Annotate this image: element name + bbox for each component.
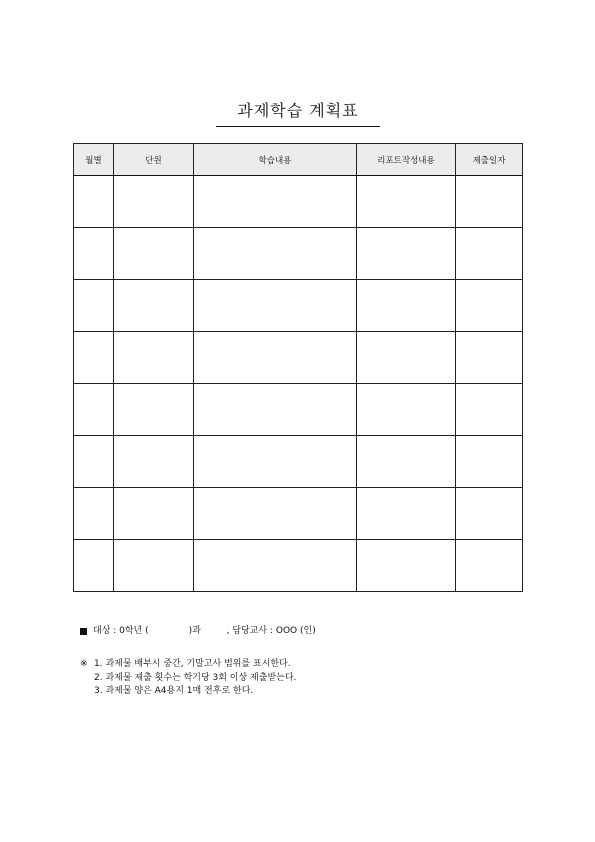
- cell-report-content: [357, 228, 456, 280]
- cell-unit: [114, 280, 194, 332]
- cell-learning-content: [194, 384, 357, 436]
- target-info: [80, 625, 316, 638]
- cell-month: [74, 332, 114, 384]
- remark-item-3: 3. 과제물 양은 A4용지 1매 전후로 한다.: [94, 686, 254, 696]
- cell-month: [74, 228, 114, 280]
- black-square-icon: [80, 628, 87, 635]
- cell-month: [74, 384, 114, 436]
- table-body: [74, 176, 523, 592]
- cell-submission-date: [456, 436, 523, 488]
- cell-submission-date: [456, 384, 523, 436]
- cell-month: [74, 280, 114, 332]
- table-row: [74, 436, 523, 488]
- cell-report-content: [357, 280, 456, 332]
- cell-month: [74, 540, 114, 592]
- table-row: [74, 228, 523, 280]
- cell-learning-content: [194, 228, 357, 280]
- header-learning-content: 학습내용: [194, 144, 357, 176]
- table-row: [74, 280, 523, 332]
- cell-submission-date: [456, 488, 523, 540]
- plan-table: [73, 143, 523, 592]
- cell-submission-date: [456, 332, 523, 384]
- cell-report-content: [357, 384, 456, 436]
- header-month: 월별: [74, 144, 114, 176]
- table-row: [74, 332, 523, 384]
- cell-submission-date: [456, 228, 523, 280]
- cell-submission-date: [456, 540, 523, 592]
- cell-month: [74, 176, 114, 228]
- document-title: 과제학습 계획표: [237, 101, 359, 120]
- table-row: [74, 384, 523, 436]
- cell-report-content: [357, 436, 456, 488]
- cell-unit: [114, 436, 194, 488]
- reference-mark-icon: ※: [80, 659, 88, 669]
- cell-unit: [114, 384, 194, 436]
- cell-report-content: [357, 540, 456, 592]
- cell-learning-content: [194, 436, 357, 488]
- cell-learning-content: [194, 540, 357, 592]
- header-submission-date: 제출일자: [456, 144, 523, 176]
- cell-month: [74, 488, 114, 540]
- cell-unit: [114, 332, 194, 384]
- cell-report-content: [357, 176, 456, 228]
- remark-item-1: 1. 과제물 배부시 중간, 기말고사 범위를 표시한다.: [94, 659, 291, 669]
- cell-unit: [114, 540, 194, 592]
- cell-unit: [114, 176, 194, 228]
- cell-learning-content: [194, 488, 357, 540]
- header-unit: 단원: [114, 144, 194, 176]
- cell-month: [74, 436, 114, 488]
- cell-learning-content: [194, 176, 357, 228]
- target-text: 대상 : 0학년 ( )과 , 담당교사 : OOO (인): [93, 626, 316, 636]
- cell-learning-content: [194, 332, 357, 384]
- title-underline: [216, 126, 380, 127]
- table-row: [74, 540, 523, 592]
- table-row: [74, 176, 523, 228]
- cell-unit: [114, 488, 194, 540]
- cell-report-content: [357, 332, 456, 384]
- cell-submission-date: [456, 176, 523, 228]
- remark-item-2: 2. 과제물 제출 횟수는 학기당 3회 이상 제출받는다.: [94, 672, 297, 683]
- cell-report-content: [357, 488, 456, 540]
- table-header-row: [74, 144, 523, 176]
- remarks-section: [80, 658, 296, 699]
- header-report-content: 리포트작성내용: [357, 144, 456, 176]
- cell-submission-date: [456, 280, 523, 332]
- table-row: [74, 488, 523, 540]
- cell-learning-content: [194, 280, 357, 332]
- cell-unit: [114, 228, 194, 280]
